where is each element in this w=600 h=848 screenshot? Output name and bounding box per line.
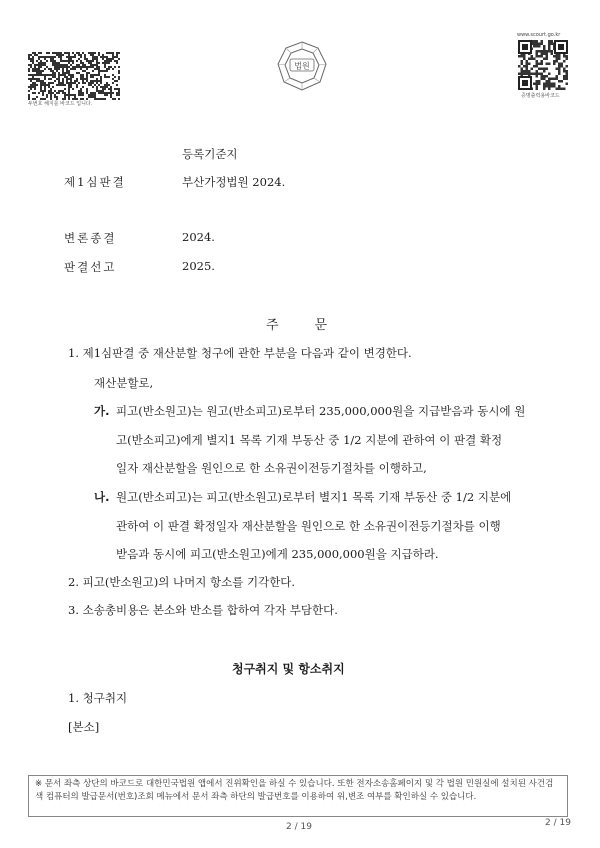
ruling-item: 1. 제1심판결 중 재산분할 청구에 관한 부분을 다음과 같이 변경한다. [68, 346, 412, 360]
case-info-label: 변론종결 [64, 231, 117, 245]
case-info-label: 제1심판결 [64, 175, 126, 189]
page-number: 2 / 19 [286, 822, 312, 832]
registration-line: 등록기준지 [182, 147, 238, 161]
case-info-value: 부산가정법원 2024. [182, 175, 286, 189]
verification-qr-code [518, 40, 568, 90]
page-number-right: 2 / 19 [545, 818, 571, 828]
case-info-value: 2024. [182, 230, 215, 244]
claims-subitem: [본소] [68, 720, 100, 734]
issue-barcode [28, 52, 120, 100]
ruling-line: 고(반소피고)에게 별지1 목록 기재 부동산 중 1/2 지분에 관하여 이 판결 확정 [116, 433, 503, 447]
ruling-marker: 가. [94, 404, 110, 418]
emblem-label: 법원 [294, 61, 310, 71]
ruling-item: 3. 소송총비용은 본소와 반소를 합하여 각자 부담한다. [68, 603, 338, 617]
ruling-line: 관하여 이 판결 확정일자 재산분할을 원인으로 한 소유권이전등기절차를 이행 [116, 519, 501, 533]
qr-url: www.scourt.go.kr [517, 32, 561, 38]
ruling-subheading: 재산분할로, [94, 376, 154, 390]
barcode-caption: 두번호 해지를 바코드 입니다. [28, 101, 93, 107]
court-emblem-icon [276, 40, 328, 92]
ruling-line: 원고(반소피고)는 피고(반소원고)로부터 별지1 목록 기재 부동산 중 1/2 지분에 [116, 490, 512, 504]
ruling-item: 2. 피고(반소원고)의 나머지 항소를 기각한다. [68, 575, 296, 589]
case-info-label: 판결선고 [64, 260, 117, 274]
case-info-value: 2025. [182, 259, 215, 273]
ruling-line: 피고(반소원고)는 원고(반소피고)로부터 235,000,000원을 지급받음과 동시에 원 [116, 404, 526, 418]
claims-title: 청구취지 및 항소취지 [232, 662, 345, 676]
claims-item: 1. 청구취지 [68, 691, 128, 705]
ruling-marker: 나. [94, 490, 110, 504]
verification-notice: ※ 문서 좌측 상단의 바코드로 대한민국법원 앱에서 진위확인을 하실 수 있습니다. 또한 전자소송홈페이지 및 각 법원 민원실에 설치된 사건검색 컴퓨터의 발급문서(번호)조회 메뉴에서 문서 좌측 하단의 발급번호를 이용하여 위,변조 여부를 확인하실 수 있습니다. [28, 775, 568, 817]
ruling-title: 주문 [266, 318, 364, 333]
qr-caption: 증명출력용바코드 [521, 93, 560, 99]
ruling-line: 받음과 동시에 피고(반소원고)에게 235,000,000원을 지급하라. [116, 547, 439, 561]
ruling-line: 일자 재산분할을 원인으로 한 소유권이전등기절차를 이행하고, [116, 461, 427, 475]
